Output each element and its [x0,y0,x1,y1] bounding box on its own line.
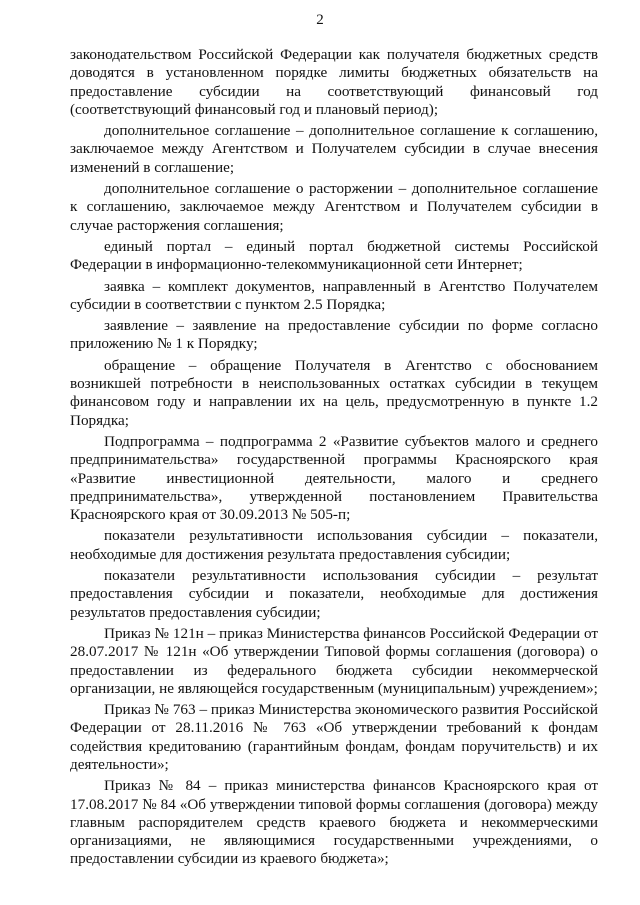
paragraph: единый портал – единый портал бюджетной системы Российской Федерации в информационно-телекоммуникационной сети Интернет; [70,237,598,274]
document-body [70,46,598,869]
paragraph: Приказ № 121н – приказ Министерства финансов Российской Федерации от 28.07.2017 № 121н «Об утверждении Типовой формы соглашения (договора) о предоставлении из федерального бюджета субсидии некоммерческой организации, не являющейся государственным (муниципальным) учреждением»; [70,624,598,697]
paragraph: показатели результативности использования субсидии – результат предоставления субсидии и показатели, необходимые для достижения результатов предоставления субсидии; [70,567,598,621]
paragraph: Приказ № 84 – приказ министерства финансов Красноярского края от 17.08.2017 № 84 «Об утверждении типовой формы соглашения (договора) между главным распорядителем средств краевого бюджета и некоммерческими организациями, не являющимися государственными учреждениями, о предоставлении субсидии из краевого бюджета»; [70,777,598,868]
paragraph: законодательством Российской Федерации как получателя бюджетных средств доводятся в установленном порядке лимиты бюджетных обязательств на предоставление субсидии на соответствующий финансовый год (соответствующий финансовый год и плановый период); [70,46,598,118]
paragraph: дополнительное соглашение о расторжении – дополнительное соглашение к соглашению, заключаемое между Агентством и Получателем субсидии в случае расторжения соглашения; [70,180,598,234]
paragraph: обращение – обращение Получателя в Агентство с обоснованием возникшей потребности в неиспользованных остатках субсидии в текущем финансовом году и направлении их на цель, предусмотренную в пункте 1.2 Порядка; [70,356,598,429]
paragraph: дополнительное соглашение – дополнительное соглашение к соглашению, заключаемое между Агентством и Получателем субсидии в случае внесения изменений в соглашение; [70,122,598,176]
paragraph: Приказ № 763 – приказ Министерства экономического развития Российской Федерации от 28.11.2016 № 763 «Об утверждении требований к фондам содействия кредитованию (гарантийным фондам, фондам поручительств) и их деятельности»; [70,701,598,773]
paragraph: показатели результативности использования субсидии – показатели, необходимые для достижения результата предоставления субсидии; [70,527,598,563]
paragraph: заявка – комплект документов, направленный в Агентство Получателем субсидии в соответствии с пунктом 2.5 Порядка; [70,277,598,313]
page-number: 2 [316,12,324,28]
paragraph: Подпрограмма – подпрограмма 2 «Развитие субъектов малого и среднего предпринимательства» государственной программы Красноярского края «Развитие инвестиционной деятельности, малого и среднего предпринимательства», утвержденной постановлением Правительства Красноярского края от 30.09.2013 № 505-п; [70,432,598,524]
paragraph: заявление – заявление на предоставление субсидии по форме согласно приложению № 1 к Порядку; [70,317,598,353]
